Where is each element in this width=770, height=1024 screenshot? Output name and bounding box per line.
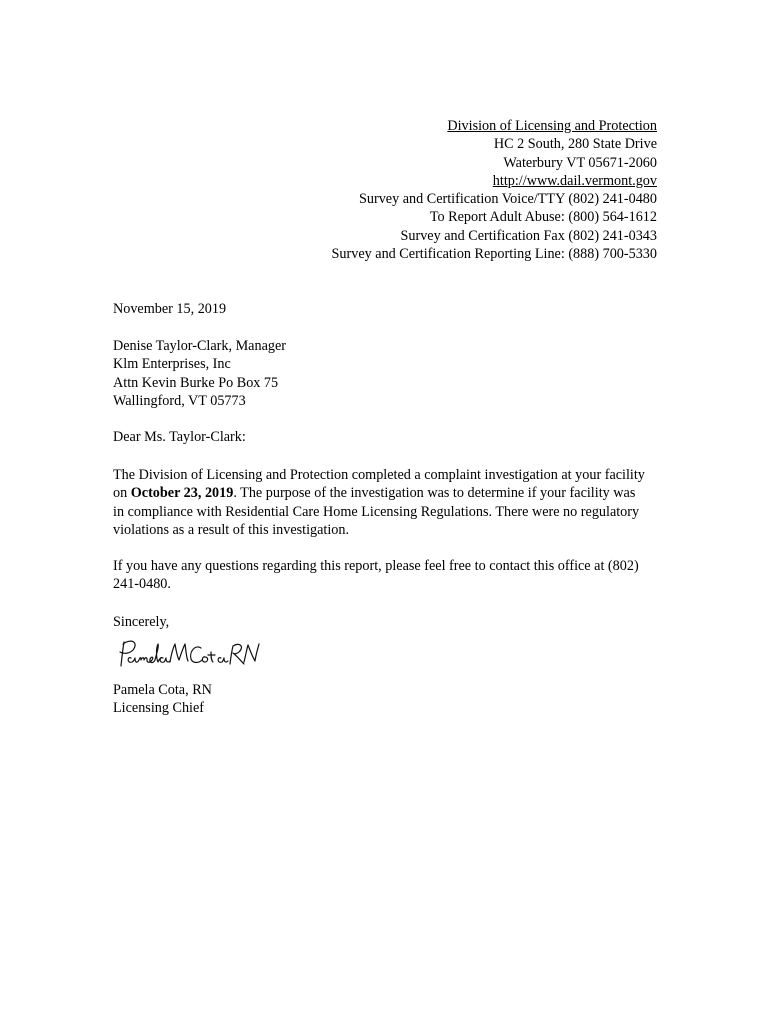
recipient-line-1: Denise Taylor-Clark, Manager bbox=[113, 338, 286, 354]
fax-line: Survey and Certification Fax (802) 241-0343 bbox=[400, 227, 657, 244]
signature-block bbox=[113, 681, 653, 718]
reporting-line: Survey and Certification Reporting Line: (888) 700-5330 bbox=[331, 246, 657, 263]
closing: Sincerely, bbox=[113, 614, 170, 630]
handwritten-signature bbox=[113, 636, 263, 674]
salutation: Dear Ms. Taylor-Clark: bbox=[113, 429, 246, 445]
address-line-1: HC 2 South, 280 State Drive bbox=[493, 136, 657, 153]
recipient-address bbox=[113, 337, 653, 410]
recipient-line-4: Wallingford, VT 05773 bbox=[113, 392, 246, 409]
signer-title: Licensing Chief bbox=[113, 700, 205, 717]
body-paragraph-2: If you have any questions regarding this report, please feel free to contact this office at (802) 241-0480. bbox=[113, 558, 639, 593]
recipient-line-2: Klm Enterprises, Inc bbox=[113, 356, 231, 373]
letterhead bbox=[332, 117, 657, 263]
body-paragraph-1 bbox=[113, 466, 649, 539]
body-p1-start: The Division of Licensing and Protection completed a complaint investigation at your facility on bbox=[113, 467, 645, 502]
address-line-2: Waterbury VT 05671-2060 bbox=[503, 154, 657, 171]
voice-line: Survey and Certification Voice/TTY (802) 241-0480 bbox=[358, 191, 657, 208]
abuse-line: To Report Adult Abuse: (800) 564-1612 bbox=[429, 209, 657, 226]
body-p1-end: . The purpose of the investigation was to determine if your facility was in compliance with Residential Care Home Licensing Regulations. There were no regulatory violations as a result of this investigation. bbox=[113, 485, 640, 538]
recipient-line-3: Attn Kevin Burke Po Box 75 bbox=[113, 374, 279, 391]
signer-name: Pamela Cota, RN bbox=[113, 682, 212, 698]
website-link[interactable]: http://www.dail.vermont.gov bbox=[492, 172, 657, 189]
letter-date: November 15, 2019 bbox=[113, 301, 227, 317]
investigation-date: October 23, 2019 bbox=[130, 485, 234, 502]
org-name: Division of Licensing and Protection bbox=[447, 118, 657, 134]
